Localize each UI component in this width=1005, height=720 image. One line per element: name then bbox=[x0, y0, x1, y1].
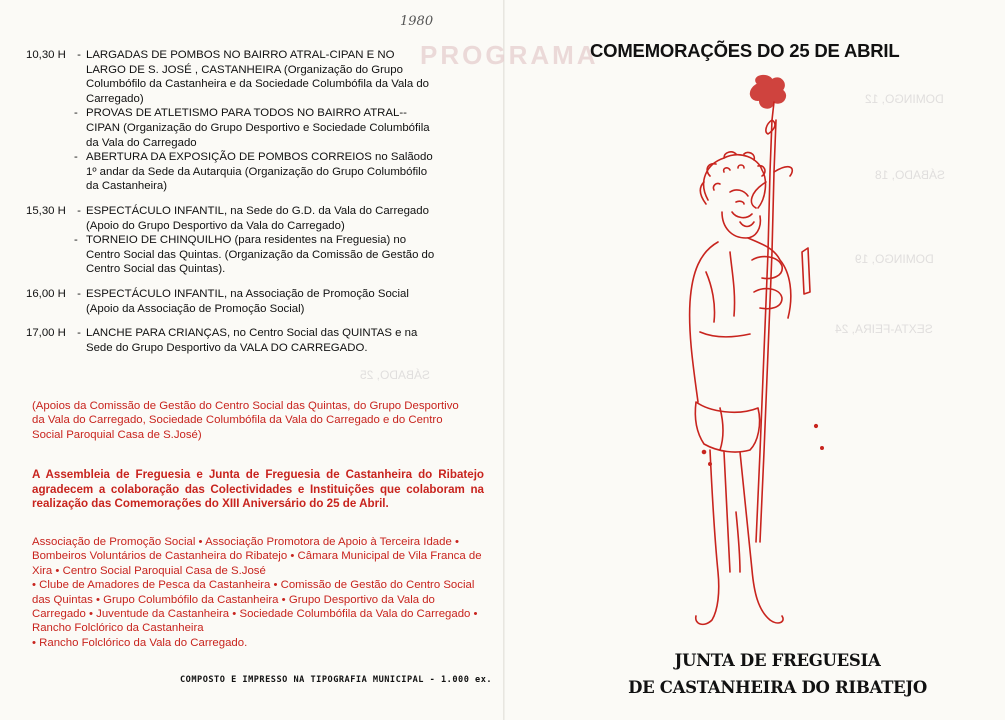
organization: Associação de Promoção Social bbox=[32, 536, 196, 548]
organization: Bombeiros Voluntários de Castanheira do Ribatejo bbox=[32, 550, 288, 563]
entry-dash: - bbox=[77, 49, 81, 61]
organization: Rancho Folclórico da Castanheira bbox=[32, 622, 204, 635]
printer-credit: COMPOSTO E IMPRESSO NA TIPOGRAFIA MUNICIPAL - 1.000 ex. bbox=[180, 675, 493, 685]
entry-time: 17,00 H bbox=[26, 327, 66, 340]
item-dash: - bbox=[74, 151, 78, 164]
program-item-text: ABERTURA DA EXPOSIÇÃO DE POMBOS CORREIOS no Salãodo 1º andar da Sede da Autarquia (Organização do Grupo Columbófilo da Castanheira) bbox=[86, 151, 433, 193]
entry-items bbox=[74, 204, 436, 277]
organization: Rancho Folclórico da Vala do Carregado. bbox=[39, 636, 248, 649]
publisher-line-1: JUNTA DE FREGUESIA bbox=[674, 651, 881, 670]
organization: Grupo Columbófilo da Castanheira bbox=[103, 593, 279, 606]
item-dash: - bbox=[74, 234, 78, 247]
program-entry bbox=[26, 48, 436, 194]
organization: Clube de Amadores de Pesca da Castanheira bbox=[39, 579, 271, 592]
program-item bbox=[74, 150, 436, 194]
program-item bbox=[86, 287, 436, 316]
bleed-through-line: SEXTA-FEIRA, 24 bbox=[835, 322, 933, 336]
publisher-line-2: DE CASTANHEIRA DO RIBATEJO bbox=[628, 678, 927, 697]
program-entry bbox=[26, 326, 436, 355]
program-item-text: PROVAS DE ATLETISMO PARA TODOS NO BAIRRO ATRAL-- CIPAN (Organização do Grupo Desportivo e Sociedade Columbófila da Vala do Carregado bbox=[86, 107, 430, 149]
entry-items bbox=[86, 326, 436, 355]
entry-dash: - bbox=[77, 204, 81, 217]
organization: Associação Promotora de Apoio à Terceira Idade bbox=[205, 536, 452, 548]
bleed-through-line: SÁBADO, 18 bbox=[875, 168, 946, 182]
program-item bbox=[86, 48, 436, 106]
center-fold bbox=[503, 0, 505, 720]
program-item-text: LANCHE PARA CRIANÇAS, no Centro Social das QUINTAS e na Sede do Grupo Desportivo da VALA DO CARREGADO. bbox=[86, 327, 418, 354]
entry-dash: - bbox=[77, 287, 81, 300]
entry-dash: - bbox=[77, 327, 81, 340]
program-item bbox=[74, 106, 436, 150]
organization: Grupo Desportivo da Vala do Carregado bbox=[32, 593, 435, 621]
bleed-through-line: DOMINGO, 12 bbox=[865, 92, 944, 106]
program-item-text: ESPECTÁCULO INFANTIL, na Associação de Promoção Social (Apoio da Associação de Promoção Social) bbox=[86, 287, 409, 315]
program-item bbox=[74, 233, 436, 277]
organization: Juventude da Castanheira bbox=[96, 608, 230, 621]
program-item-text: TORNEIO DE CHINQUILHO (para residentes na Freguesia) no Centro Social das Quintas. (Organização da Comissão de Gestão do Centro Social das Quintas). bbox=[86, 234, 435, 276]
organization: Sociedade Columbófila da Vala do Carregado bbox=[239, 608, 471, 621]
carnation-figure-illustration bbox=[640, 72, 880, 652]
organization: Centro Social Paroquial Casa de S.José bbox=[62, 564, 266, 577]
entry-time: 10,30 H bbox=[26, 49, 66, 61]
organization: Câmara Municipal de Vila Franca de Xira bbox=[32, 550, 482, 577]
bleed-through-title: PROGRAMA bbox=[420, 40, 599, 70]
program-item-text: ESPECTÁCULO INFANTIL, na Sede do G.D. da Vala do Carregado (Apoio do Grupo Desportivo da Vala do Carregado) bbox=[86, 204, 429, 232]
handwritten-year-note: 1980 bbox=[400, 14, 434, 29]
entry-time: 16,00 H bbox=[26, 287, 66, 300]
bleed-through-line: DOMINGO, 19 bbox=[855, 252, 934, 266]
entry-items bbox=[74, 48, 436, 194]
cover-title: COMEMORAÇÕES DO 25 DE ABRIL bbox=[590, 40, 900, 61]
program-entry bbox=[26, 287, 436, 316]
organization: Comissão de Gestão do Centro Social das Quintas bbox=[32, 579, 475, 606]
bleed-through-line: SÁBADO, 25 bbox=[360, 368, 431, 382]
organizations-list: Associação de Promoção Social • Associação Promotora de Apoio à Terceira Idade • Bombeiros Voluntários de Castanheira do Ribatejo • Câmara Municipal de Vila Franca de Xira • Centro Social Paroquial Casa de S.José • Clube de Amadores de Pesca da Castanheira • Comissão de Gestão do Centro Social das Quintas • Grupo Columbófilo da Castanheira • Grupo Desportivo da Vala do Carregado • Juventude da Castanheira • Sociedade Columbófila da Vala do Carregado • Rancho Folclórico da Castanheira • Rancho Folclórico da Vala do Carregado. bbox=[32, 536, 482, 649]
program-item-text: LARGADAS DE POMBOS NO BAIRRO ATRAL-CIPAN E NO LARGO DE S. JOSÉ , CASTANHEIRA (Organização do Grupo Columbófilo da Castanheira e da Sociedade Columbófila da Vala do Carregado) bbox=[86, 49, 429, 105]
program-entry bbox=[26, 204, 436, 277]
entry-time: 15,30 H bbox=[26, 204, 66, 217]
program-item bbox=[86, 326, 436, 355]
thanks-paragraph: A Assembleia de Freguesia e Junta de Freguesia de Castanheira do Ribatejo agradecem a colaboração das Colectividades e Instituições que colaboram na realização das Comemorações do XIII Aniversário do 25 de Abril. bbox=[32, 468, 484, 511]
program-item bbox=[86, 204, 436, 233]
item-dash: - bbox=[74, 107, 78, 120]
supports-note: (Apoios da Comissão de Gestão do Centro Social das Quintas, do Grupo Desportivo da Vala do Carregado, Sociedade Columbófila da Vala do Carregado e do Centro Social Paroquial Casa de S.José) bbox=[32, 400, 459, 441]
program-list bbox=[26, 48, 436, 365]
entry-items bbox=[86, 287, 436, 316]
